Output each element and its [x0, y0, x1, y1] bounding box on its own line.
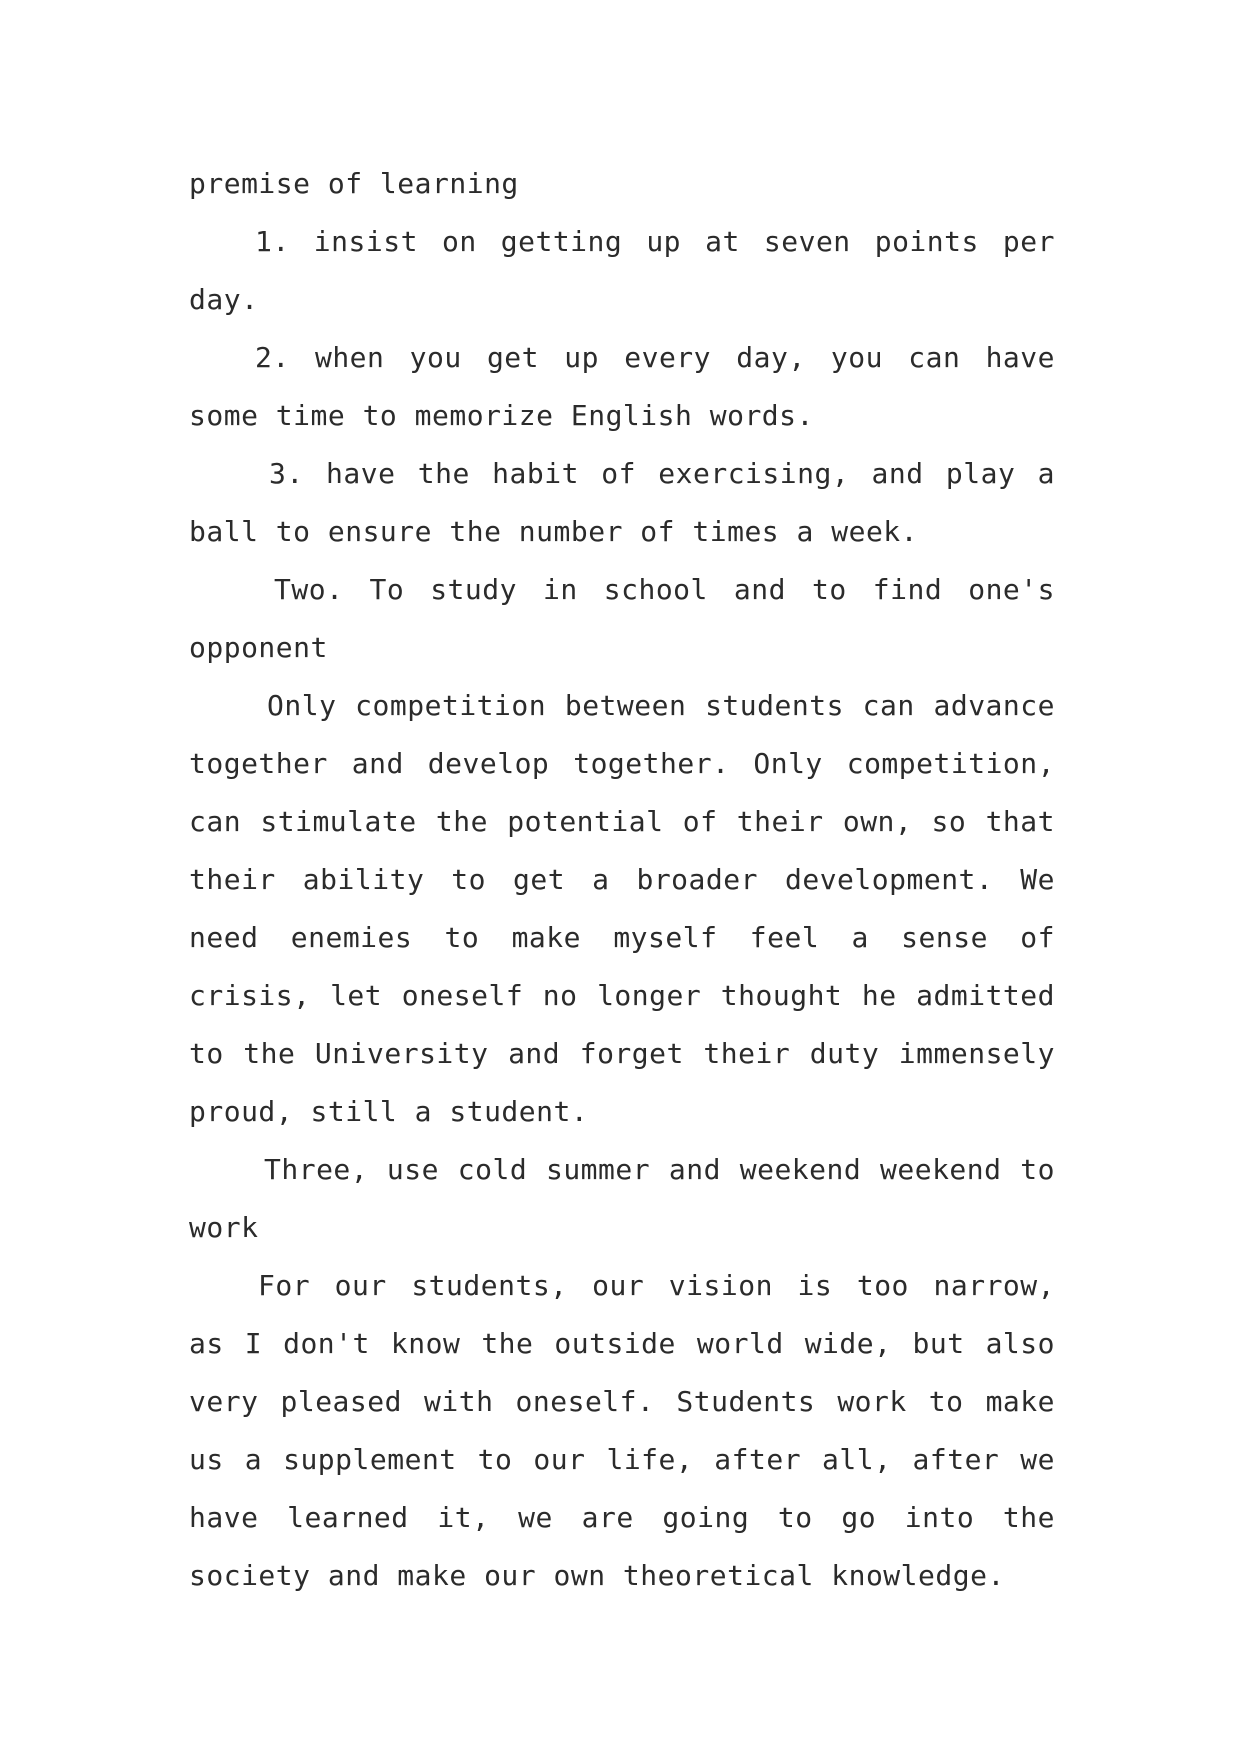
paragraph-continuation: premise of learning: [189, 167, 519, 200]
list-item-2: 2. when you get up every day, you can have some time to memorize English words.: [189, 341, 1055, 432]
document-body: [189, 155, 1055, 1605]
body-paragraph-competition: Only competition between students can advance together and develop together. Only competition, can stimulate the potential of their own, so that their ability to get a broader development. We need enemies to make myself feel a sense of crisis, let oneself no longer thought he admitted to the University and forget their duty immensely proud, still a student.: [189, 689, 1055, 1128]
section-heading-three: Three, use cold summer and weekend weekend to work: [189, 1153, 1055, 1244]
list-item-1: 1. insist on getting up at seven points per day.: [189, 225, 1055, 316]
section-heading-two: Two. To study in school and to find one's opponent: [189, 573, 1055, 664]
body-paragraph-work: For our students, our vision is too narrow, as I don't know the outside world wide, but also very pleased with oneself. Students work to make us a supplement to our life, after all, after we have learned it, we are going to go into the society and make our own theoretical knowledge.: [189, 1269, 1055, 1592]
list-item-3: 3. have the habit of exercising, and play a ball to ensure the number of times a week.: [189, 457, 1055, 548]
